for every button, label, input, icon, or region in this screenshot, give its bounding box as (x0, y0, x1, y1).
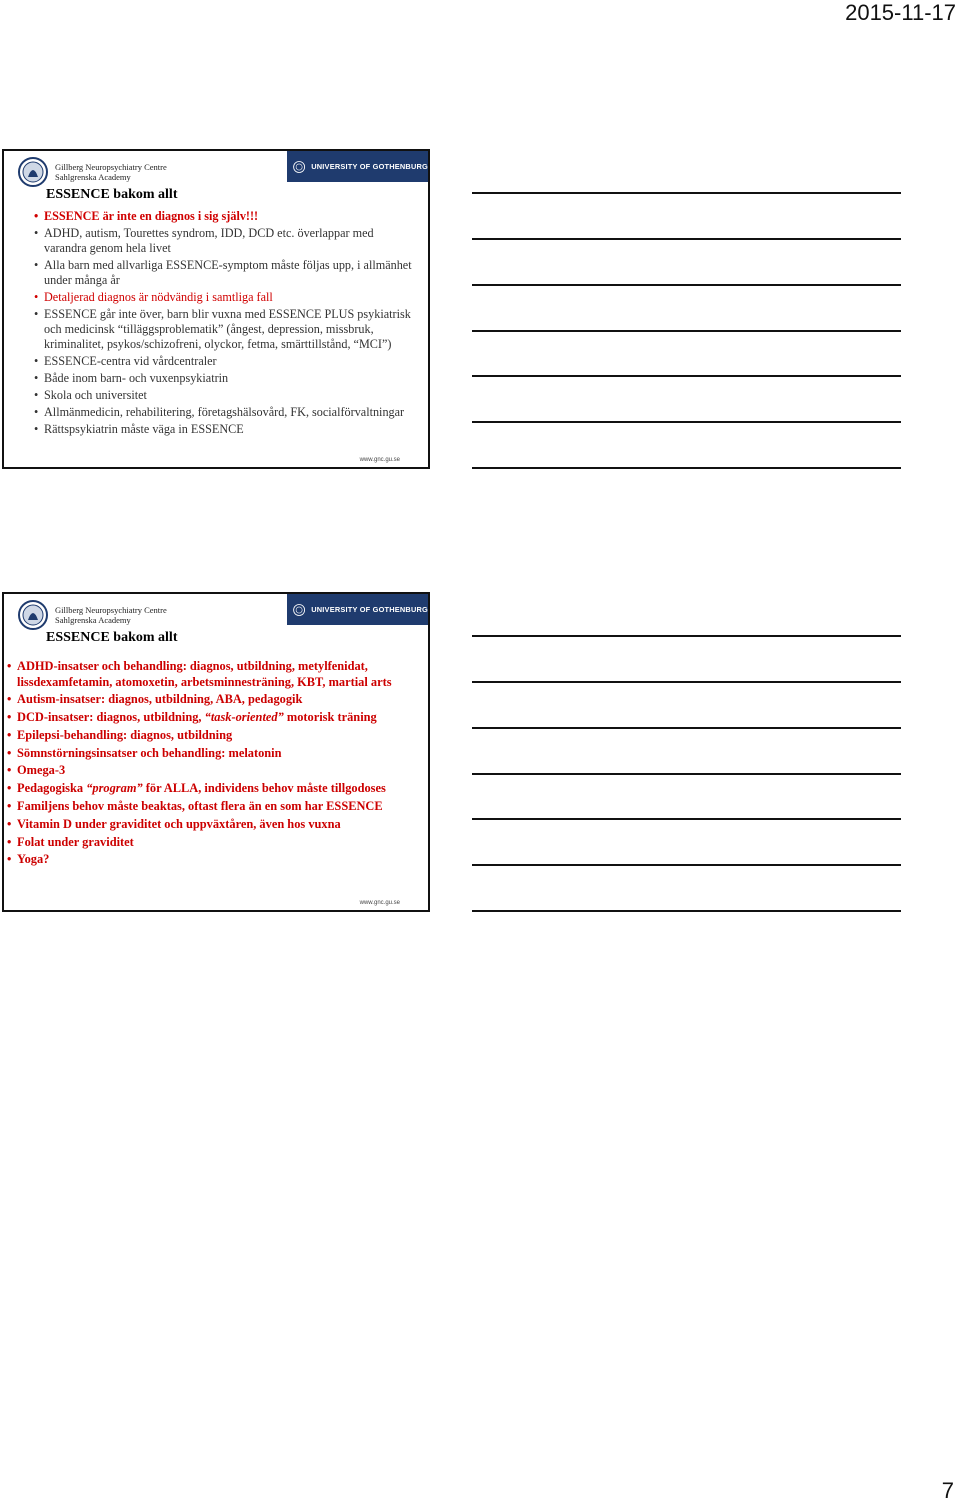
footer-url: www.gnc.gu.se (359, 457, 400, 463)
slide-1 (2, 149, 430, 469)
gu-seal-icon (293, 600, 305, 620)
list-item-emphasis: “task-oriented” (204, 710, 284, 725)
list-item: • ESSENCE-centra vid vårdcentraler (34, 354, 412, 369)
list-item: • ADHD, autism, Tourettes syndrom, IDD, DCD etc. överlappar med varandra genom hela livet (34, 226, 412, 256)
list-item-emphasis: “program” (86, 781, 143, 796)
list-item: • Allmänmedicin, rehabilitering, företagshälsovård, FK, socialförvaltningar (34, 405, 412, 420)
notes-line (472, 467, 901, 469)
list-item: • Rättspsykiatrin måste väga in ESSENCE (34, 422, 412, 437)
bullet-list (7, 659, 430, 870)
list-item: • ESSENCE går inte över, barn blir vuxna med ESSENCE PLUS psykiatrisk och medicinsk “tilläggsproblematik” (ångest, depression, missbruk, kriminalitet, psykos/schizofreni, olyckor, fetma, smärttillstånd, “MCI”) (34, 307, 412, 352)
list-item-text: motorisk träning (283, 710, 377, 725)
list-item: • Folat under graviditet (7, 835, 430, 851)
list-item: • Detaljerad diagnos är nödvändig i samtliga fall (34, 290, 412, 305)
list-item (7, 659, 430, 690)
list-item-text: för ALLA, individens behov måste tillgodoses (142, 781, 386, 796)
list-item: • Epilepsi-behandling: diagnos, utbildning (7, 728, 430, 744)
notes-line (472, 375, 901, 377)
gnc-seal-icon (18, 157, 48, 187)
footer-url: www.gnc.gu.se (359, 900, 400, 906)
list-item-line: lissdexamfetamin, atomoxetin, arbetsminnesträning, KBT, martial arts (17, 674, 392, 689)
gu-banner (287, 594, 428, 625)
list-item: • Skola och universitet (34, 388, 412, 403)
notes-line (472, 773, 901, 775)
list-item-text: Pedagogiska (17, 781, 87, 796)
page-date: 2015-11-17 (845, 0, 956, 25)
notes-line (472, 192, 901, 194)
list-item: • Alla barn med allvarliga ESSENCE-symptom måste följas upp, i allmänhet under många år (34, 258, 412, 288)
notes-line (472, 910, 901, 912)
list-item: • Omega-3 (7, 763, 430, 779)
notes-line (472, 681, 901, 683)
list-item: • Yoga? (7, 852, 430, 868)
bullet-list (34, 209, 412, 439)
notes-line (472, 635, 901, 637)
gu-name: UNIVERSITY OF GOTHENBURG (311, 162, 428, 171)
list-item-text: DCD-insatser: diagnos, utbildning, (17, 710, 205, 725)
notes-line (472, 421, 901, 423)
notes-line (472, 330, 901, 332)
list-item-line: ADHD-insatser och behandling: diagnos, utbildning, metylfenidat, (17, 659, 368, 673)
list-item: • Både inom barn- och vuxenpsykiatrin (34, 371, 412, 386)
list-item: • Familjens behov måste beaktas, oftast flera än en som har ESSENCE (7, 799, 430, 815)
gnc-academy: Sahlgrenska Academy (55, 172, 131, 182)
list-item: • Sömnstörningsinsatser och behandling: melatonin (7, 746, 430, 762)
list-item: • Vitamin D under graviditet och uppväxtåren, även hos vuxna (7, 817, 430, 833)
notes-line (472, 238, 901, 240)
gu-banner (287, 151, 428, 182)
list-item (7, 710, 430, 726)
gnc-seal-icon (18, 600, 48, 630)
gnc-academy: Sahlgrenska Academy (55, 615, 131, 625)
notes-line (472, 727, 901, 729)
page-number: 7 (941, 1478, 954, 1503)
list-item: • Autism-insatser: diagnos, utbildning, ABA, pedagogik (7, 692, 430, 708)
notes-line (472, 864, 901, 866)
gnc-name: Gillberg Neuropsychiatry Centre (55, 605, 167, 615)
list-item (7, 781, 430, 797)
gu-name: UNIVERSITY OF GOTHENBURG (311, 605, 428, 614)
gu-seal-icon (293, 157, 305, 177)
slide-2 (2, 592, 430, 912)
slide-title: ESSENCE bakom allt (46, 630, 178, 645)
gnc-name: Gillberg Neuropsychiatry Centre (55, 162, 167, 172)
notes-line (472, 818, 901, 820)
notes-line (472, 284, 901, 286)
slide-title: ESSENCE bakom allt (46, 187, 178, 202)
gnc-logo (18, 157, 167, 187)
gnc-logo (18, 600, 167, 630)
list-item: • ESSENCE är inte en diagnos i sig själv!!! (34, 209, 412, 224)
